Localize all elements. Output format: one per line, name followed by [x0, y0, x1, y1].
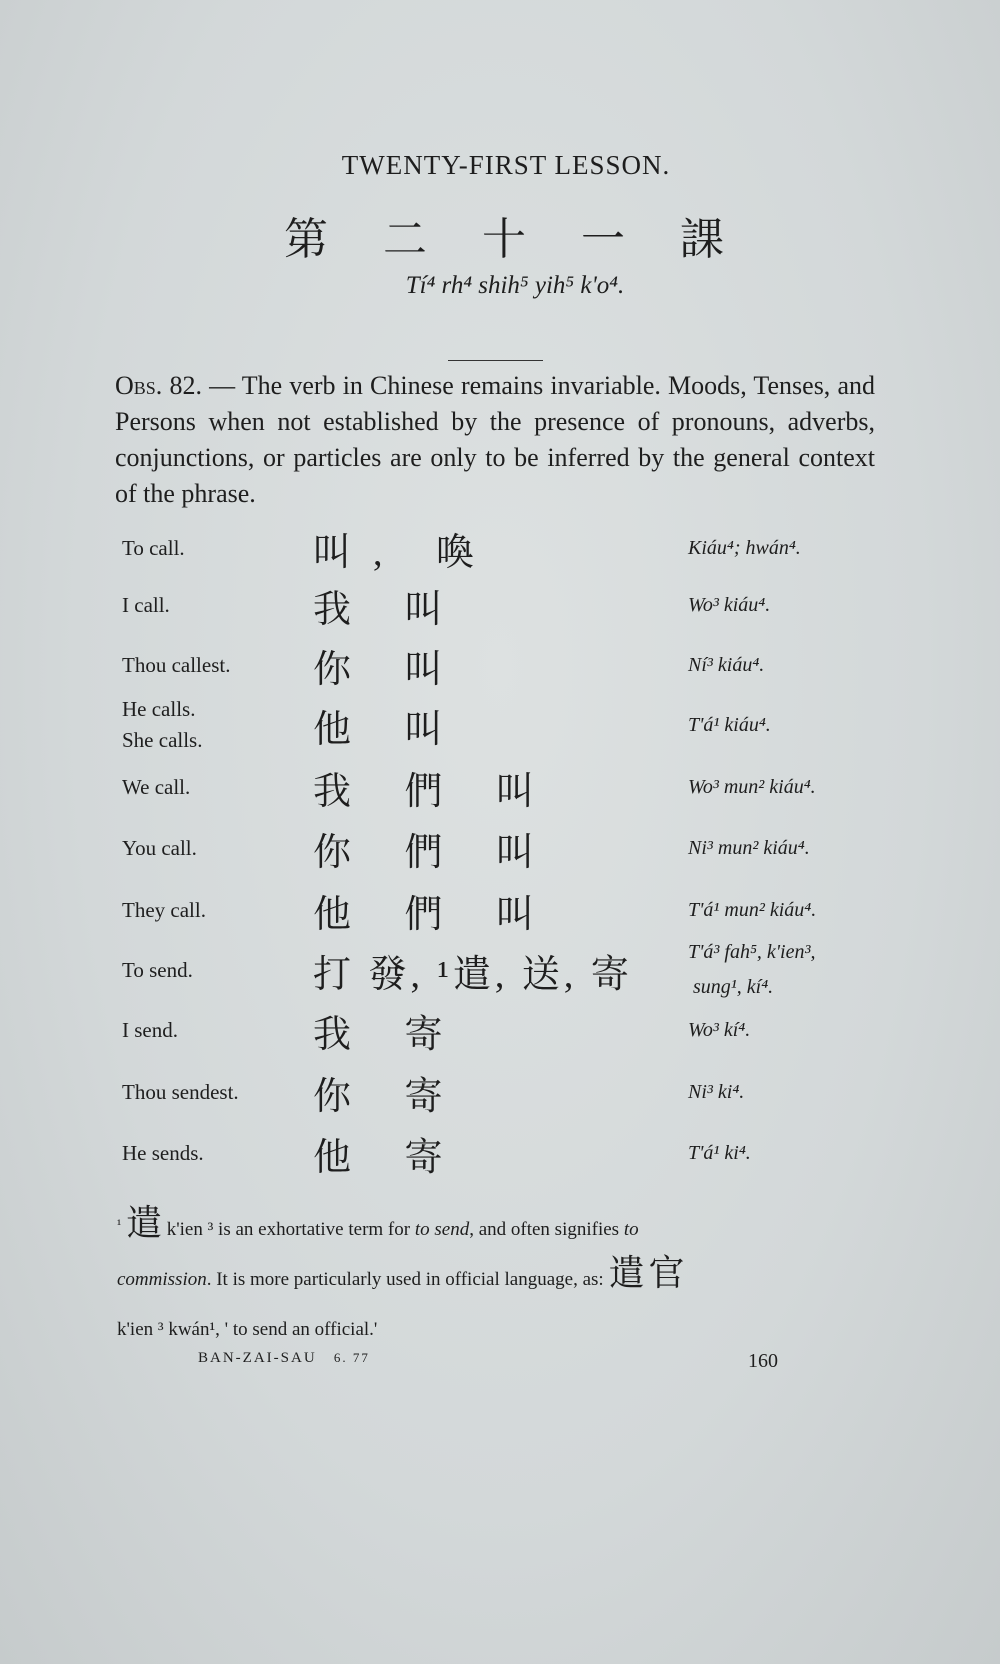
- row-english: You call.: [122, 835, 197, 860]
- footnote-italic: commission: [117, 1269, 207, 1290]
- footnote-italic: to: [623, 1219, 639, 1240]
- row-chinese: 你 們 叫: [313, 832, 557, 874]
- row-english: I send.: [122, 1017, 178, 1042]
- signature-mark: 6. 77: [333, 1350, 370, 1365]
- row-chinese: 你 寄: [313, 1076, 465, 1118]
- lesson-title-chinese: 第 二 十 一 課: [284, 215, 746, 264]
- row-romanization: Wo³ mun² kiáu⁴.: [688, 775, 816, 798]
- row-romanization: T'á³ fah⁵, k'ien³, sung¹, kí⁴.: [688, 941, 816, 998]
- row-romanization: T'á¹ ki⁴.: [688, 1141, 751, 1164]
- row-romanization: Kiáu⁴; hwán⁴.: [688, 536, 801, 559]
- row-chinese: 我 叫: [313, 589, 465, 631]
- footnote-italic: to send: [414, 1219, 470, 1240]
- row-chinese: 他 們 叫: [313, 894, 557, 936]
- obs-text: — The verb in Chinese remains invariable. Moods, Tenses, and Persons when not established by the presence of pronouns, adverbs, conjunctions, or particles are only to be inferred by the general context of the phrase.: [115, 371, 875, 508]
- printer-signature: [198, 1350, 370, 1367]
- row-english: He sends.: [122, 1140, 204, 1165]
- row-chinese: 他 寄: [313, 1137, 465, 1179]
- row-english: To send.: [122, 957, 193, 982]
- row-english: I call.: [122, 592, 170, 617]
- footnote-characters: 遣官: [608, 1253, 689, 1293]
- footnote-text: k'ien ³ is an exhortative term for: [161, 1219, 415, 1240]
- row-romanization: Wo³ kiáu⁴.: [688, 593, 771, 616]
- row-chinese: 我 寄: [313, 1014, 465, 1056]
- footnote-text: , and often signifies: [469, 1219, 624, 1240]
- divider: [448, 360, 543, 361]
- footnote-text: . It is more particularly used in official language, as:: [206, 1269, 609, 1290]
- row-english: We call.: [122, 774, 191, 799]
- row-english: They call.: [122, 897, 206, 922]
- row-romanization: T'á¹ kiáu⁴.: [688, 713, 771, 736]
- signature-text: BAN-ZAI-SAU: [198, 1350, 317, 1366]
- row-chinese: 叫, 喚: [313, 532, 497, 574]
- footnote-marker: ¹: [117, 1218, 122, 1233]
- footnote-text: k'ien ³ kwán¹, ' to send an official.': [117, 1319, 378, 1340]
- footnote-character: 遣: [125, 1203, 162, 1243]
- lesson-title-romanization: Tí⁴ rh⁴ shih⁵ yih⁵ k'o⁴.: [405, 272, 625, 299]
- row-english: He calls. She calls.: [122, 697, 203, 752]
- row-chinese: 我 們 叫: [313, 771, 557, 813]
- row-chinese: 打 發, ¹遣, 送, 寄: [313, 954, 633, 996]
- row-english: To call.: [122, 535, 185, 560]
- row-romanization: Ni³ mun² kiáu⁴.: [688, 836, 810, 859]
- lesson-title: TWENTY-FIRST LESSON.: [341, 150, 671, 180]
- observation-paragraph: [115, 368, 875, 512]
- footnote: [115, 1205, 875, 1345]
- row-chinese: 他 叫: [313, 709, 465, 751]
- row-romanization: T'á¹ mun² kiáu⁴.: [688, 898, 817, 921]
- row-chinese: 你 叫: [313, 649, 465, 691]
- row-romanization: Wo³ kí⁴.: [688, 1018, 751, 1041]
- row-romanization: Ni³ ki⁴.: [688, 1080, 745, 1103]
- page-number: 160: [748, 1350, 778, 1372]
- row-english: Thou sendest.: [122, 1079, 239, 1104]
- row-romanization: Ní³ kiáu⁴.: [688, 653, 765, 676]
- obs-label: Obs. 82.: [115, 371, 202, 400]
- row-english: Thou callest.: [122, 652, 231, 677]
